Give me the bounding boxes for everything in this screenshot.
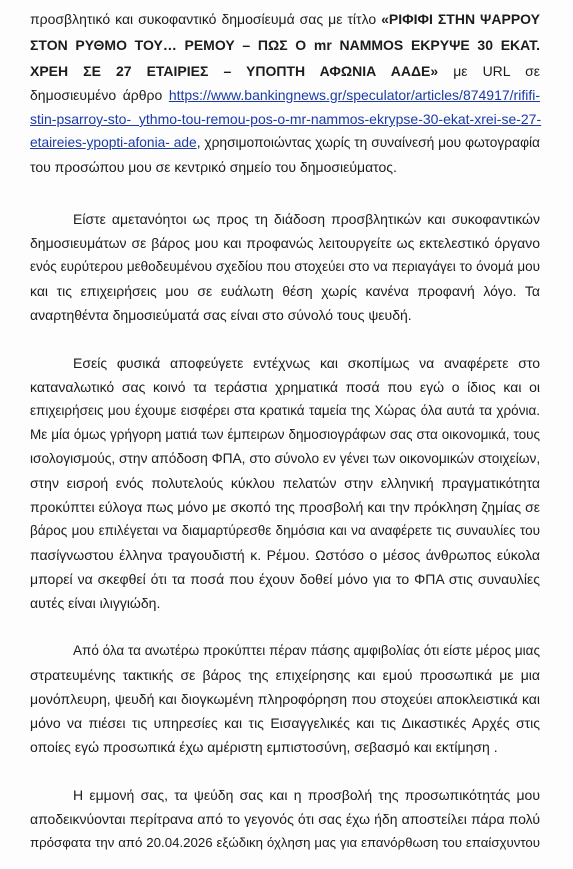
text-fragment: προσβλητικό και συκοφαντικό δημοσίευμά σας με τίτλο [30,11,382,27]
text-line: Η εμμονή σας, τα ψεύδη σας και η προσβολή της προσωπικότητάς μου [73,787,540,803]
article-title-fragment: ΧΡΕΗ ΣΕ 27 ΕΤΑΙΡΙΕΣ – ΥΠΟΠΤΗ ΑΦΩΝΙΑ ΑΑΔΕ» [30,63,439,79]
text-line: Είστε αμετανόητοι ως προς τη διάδοση προσβλητικών και συκοφαντικών [73,211,540,227]
article-title-line [30,36,540,54]
text-line: αναρτηθέντα δημοσιεύματά σας είναι στο σύνολό τους ψευδή. [30,307,412,323]
text-line: στρατευμένης τακτικής σε βάρος της επιχείρησης και εμού προσωπικά με μια [30,667,540,683]
text-line: στην εισροή ενός πολυτελούς κύκλου πελατών στην ελληνική πραγματικότητα [30,475,540,491]
text-line: και τις επιχειρήσεις μου σε ευάλωτη θέση χωρίς κανένα προφανή λόγο. Τα [30,283,540,299]
text-line: βάρος μου επιλέγεται να διαμαρτύρεσθε δημόσια και να αναφέρετε τις συναυλίες του [30,523,540,538]
text-line: επιχειρήσεις μου έχουμε εισφέρει στα κρατικά ταμεία της Χώρας όλα αυτά τα χρόνια. [30,403,540,418]
text-fragment: με URL σε [438,63,540,79]
text-line: Με μία όμως γρήγορη ματιά των έμπειρων δημοσιογράφων σας στα οικονομικά, τους [30,427,540,442]
article-title-fragment: ΣΤΟΝ ΡΥΘΜΟ ΤΟΥ… ΡΕΜΟΥ – ΠΩΣ Ο mr NAMMOS ΕΚΡΥΨΕ 30 ΕΚΑΤ. [30,37,540,53]
article-url-link[interactable]: etaireies-ypopti-afonia- ade [30,135,197,150]
text-line [30,86,540,104]
text-line [30,62,540,80]
text-line [30,110,540,128]
text-line: πρόσφατα την από 20.04.2026 εξώδικη όχληση μας για επανόρθωση του επαίσχυντου [30,835,540,850]
text-line [30,134,540,152]
text-line: ισολογισμούς, στην απόδοση ΦΠΑ, στο σύνολο εν γένει των οικονομικών στοιχείων, [30,451,541,466]
text-line: μπορεί να σκεφθεί ότι τα ποσά που έχουν δοθεί μόνο για το ΦΠΑ στις συναυλίες [30,571,540,587]
text-line: Εσείς φυσικά αποφεύγετε εντέχνως και σκοπίμως να αναφέρετε στο [73,355,540,371]
text-fragment: δημοσιευμένο άρθρο [30,87,169,103]
text-line: δημοσιευμάτων σε βάρος μου και προφανώς λειτουργείτε ως εκτελεστικό όργανο [30,235,540,251]
text-line: αποδεικνύονται περίτρανα από το γεγονός ότι σας έχω ήδη αποστείλει πάρα πολύ [30,811,540,827]
text-line: μόνο να πιέσει τις υπηρεσίες και τις Εισαγγελικές και τις Δικαστικές Αρχές στις [30,715,540,731]
article-url-link[interactable]: stin-psarroy-sto- ythmo-tou-remou-pos-o-mr-nammos-ekrypse-30-ekat-xrei-se-27- [30,111,542,127]
text-line: καταναλωτικό σας κοινό τα τεράστια χρηματικά ποσά που εγώ ο ίδιος και οι [30,379,540,395]
text-line: μονόπλευρη, ψευδή και διογκωμένη πληροφόρηση που στοχεύει αποκλειστικά και [30,691,540,707]
article-url-link[interactable]: https://www.bankingnews.gr/speculator/articles/874917/rififi- [168,87,540,103]
text-line [30,10,540,28]
text-line: Από όλα τα ανωτέρω προκύπτει πέραν πάσης αμφιβολίας ότι είστε μέρος μιας [73,643,540,658]
text-fragment: , χρησιμοποιώντας χωρίς τη συναίνεσή μου φωτογραφία [196,135,540,150]
text-line [30,158,540,176]
text-line: προκύπτει εύλογα πως μόνο με σκοπό της προσβολή και την πρόκληση ζημίας σε [30,499,540,515]
article-title-fragment: «ΡΙΦΙΦΙ ΣΤΗΝ ΨΑΡΡΟΥ [381,11,540,27]
text-line: οποίες εγώ προσωπικά έχω αμέριστη εμπιστοσύνη, σεβασμό και εκτίμηση . [30,739,498,755]
text-line: ενός ευρύτερου μεθοδευμένου σχεδίου που στοχεύει στο να περιαγάγει το όνομά μου [30,259,540,274]
text-line: πασίγνωστου έλληνα τραγουδιστή κ. Ρέμου. Ωστόσο ο μέσος άνθρωπος εύκολα [30,547,540,563]
text-line: αυτές είναι ιλιγγιώδη. [30,595,161,611]
text-fragment: του προσώπου μου σε κεντρικό σημείο του δημοσιεύματος. [30,159,397,175]
